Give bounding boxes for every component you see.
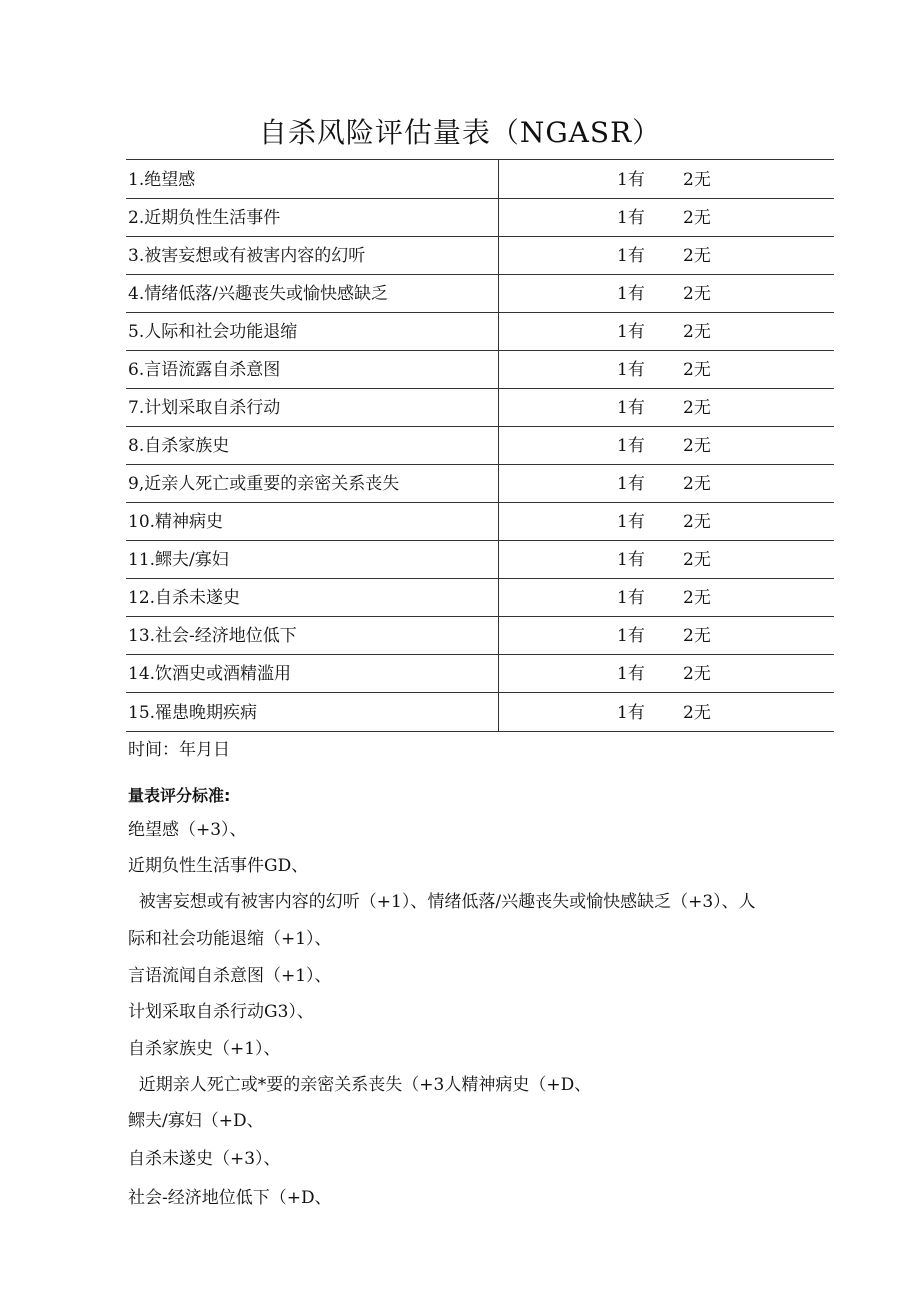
option-no: 2无 <box>683 664 711 684</box>
table-row <box>126 541 834 579</box>
criteria-line: 鳏夫/寡妇（+D、 <box>128 1111 264 1131</box>
criteria-title: 量表评分标准: <box>128 786 231 805</box>
assessment-table <box>126 159 834 732</box>
option-yes: 1有 <box>617 474 645 494</box>
option-yes: 1有 <box>617 322 645 342</box>
table-row <box>126 389 834 427</box>
item-label: 9,近亲人死亡或重要的亲密关系丧失 <box>126 465 499 503</box>
option-no: 2无 <box>683 703 711 723</box>
table-row <box>126 427 834 465</box>
table-row <box>126 693 834 732</box>
option-no: 2无 <box>683 246 711 266</box>
item-options <box>499 351 835 389</box>
criteria-line: 自杀家族史（+1）、 <box>128 1039 281 1059</box>
option-yes: 1有 <box>617 170 645 190</box>
criteria-line: 被害妄想或有被害内容的幻听（+1）、情绪低落/兴趣丧失或愉快感缺乏（+3）、人 <box>128 892 756 912</box>
option-no: 2无 <box>683 360 711 380</box>
item-label: 4.情绪低落/兴趣丧失或愉快感缺乏 <box>126 275 499 313</box>
criteria-line: 言语流闻自杀意图（+1）、 <box>128 966 332 986</box>
option-no: 2无 <box>683 512 711 532</box>
option-yes: 1有 <box>617 703 645 723</box>
option-no: 2无 <box>683 588 711 608</box>
option-no: 2无 <box>683 284 711 304</box>
item-options <box>499 160 835 199</box>
option-yes: 1有 <box>617 398 645 418</box>
criteria-line: 际和社会功能退缩（+1）、 <box>128 929 332 949</box>
table-row <box>126 237 834 275</box>
item-label: 11.鳏夫/寡妇 <box>126 541 499 579</box>
option-yes: 1有 <box>617 512 645 532</box>
item-options <box>499 237 835 275</box>
table-row <box>126 655 834 693</box>
option-yes: 1有 <box>617 284 645 304</box>
criteria-line: 绝望感（+3）、 <box>128 820 247 840</box>
option-yes: 1有 <box>617 360 645 380</box>
item-label: 13.社会-经济地位低下 <box>126 617 499 655</box>
table-row <box>126 579 834 617</box>
option-no: 2无 <box>683 208 711 228</box>
item-options <box>499 579 835 617</box>
item-options <box>499 199 835 237</box>
criteria-line: 计划采取自杀行动G3）、 <box>128 1002 314 1022</box>
option-no: 2无 <box>683 398 711 418</box>
table-row <box>126 503 834 541</box>
item-options <box>499 275 835 313</box>
table-row <box>126 160 834 199</box>
item-options <box>499 503 835 541</box>
option-yes: 1有 <box>617 208 645 228</box>
item-label: 8.自杀家族史 <box>126 427 499 465</box>
item-label: 15.罹患晚期疾病 <box>126 693 499 732</box>
option-no: 2无 <box>683 436 711 456</box>
item-label: 5.人际和社会功能退缩 <box>126 313 499 351</box>
option-yes: 1有 <box>617 588 645 608</box>
criteria-line: 近期负性生活事件GD、 <box>128 856 309 876</box>
table-row <box>126 199 834 237</box>
table-row <box>126 351 834 389</box>
option-yes: 1有 <box>617 626 645 646</box>
item-options <box>499 313 835 351</box>
option-yes: 1有 <box>617 550 645 570</box>
option-no: 2无 <box>683 322 711 342</box>
criteria-line: 自杀未遂史（+3）、 <box>128 1149 281 1169</box>
page-title: 自杀风险评估量表（NGASR） <box>258 116 662 149</box>
item-label: 3.被害妄想或有被害内容的幻听 <box>126 237 499 275</box>
item-options <box>499 389 835 427</box>
option-no: 2无 <box>683 626 711 646</box>
item-label: 1.绝望感 <box>126 160 499 199</box>
item-label: 7.计划采取自杀行动 <box>126 389 499 427</box>
option-yes: 1有 <box>617 246 645 266</box>
option-no: 2无 <box>683 170 711 190</box>
table-row <box>126 275 834 313</box>
option-yes: 1有 <box>617 436 645 456</box>
item-label: 12.自杀未遂史 <box>126 579 499 617</box>
item-options <box>499 427 835 465</box>
item-options <box>499 541 835 579</box>
item-label: 6.言语流露自杀意图 <box>126 351 499 389</box>
table-row <box>126 465 834 503</box>
item-label: 2.近期负性生活事件 <box>126 199 499 237</box>
item-options <box>499 655 835 693</box>
time-label: 时间：年月日 <box>128 740 230 760</box>
option-no: 2无 <box>683 474 711 494</box>
item-label: 10.精神病史 <box>126 503 499 541</box>
table-row <box>126 313 834 351</box>
criteria-line: 社会-经济地位低下（+D、 <box>128 1188 332 1208</box>
option-yes: 1有 <box>617 664 645 684</box>
item-options <box>499 617 835 655</box>
criteria-line: 近期亲人死亡或*要的亲密关系丧失（+3人精神病史（+D、 <box>128 1075 592 1095</box>
item-label: 14.饮酒史或酒精滥用 <box>126 655 499 693</box>
item-options <box>499 693 835 732</box>
option-no: 2无 <box>683 550 711 570</box>
item-options <box>499 465 835 503</box>
table-row <box>126 617 834 655</box>
